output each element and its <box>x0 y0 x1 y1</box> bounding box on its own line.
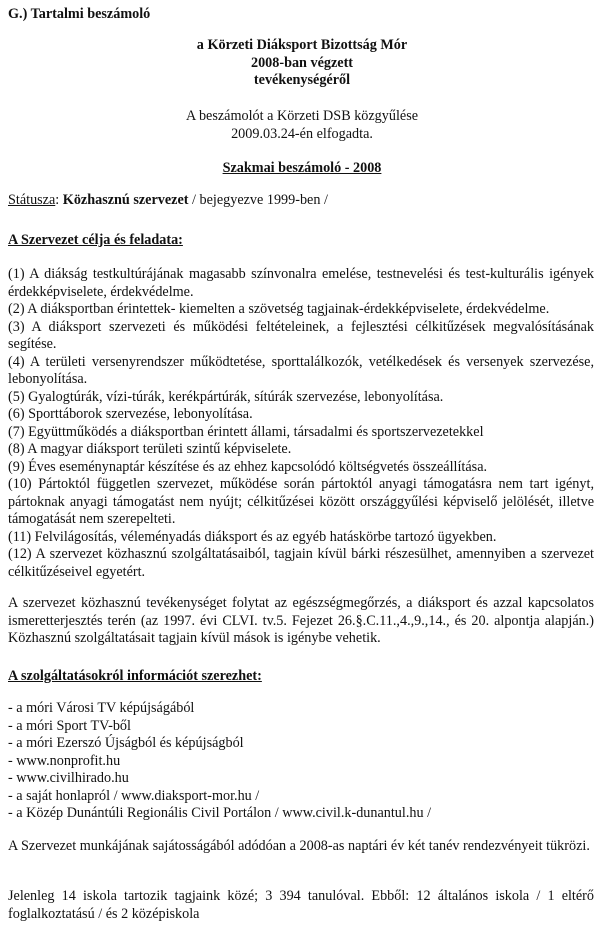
goal-item: (11) Felvilágosítás, véleményadás diáksport és az egyéb hatáskörbe tartozó ügyekben. <box>8 528 497 545</box>
goal-item: (6) Sporttáborok szervezése, lebonyolítása. <box>8 406 253 422</box>
info-source-item: - www.nonprofit.hu <box>8 752 121 769</box>
info-sources-list <box>8 700 594 823</box>
goal-item: (8) A magyar diáksport területi szintű képviselete. <box>8 441 292 457</box>
section-label: G.) Tartalmi beszámoló <box>8 6 151 22</box>
goal-item: (5) Gyalogtúrák, vízi-túrák, kerékpártúrák, sítúrák szervezése, lebonyolítása. <box>8 388 444 405</box>
report-heading: Szakmai beszámoló - 2008 <box>222 160 382 176</box>
school-year-paragraph: A Szervezet munkájának sajátosságából adódóan a 2008-as naptári év két tanév rendezvényeit tükrözi. <box>8 838 590 854</box>
goal-item: (12) A szervezet közhasznú szolgáltatásaiból, tagjain kívül bárki részesülhet, amennyiben a szervezet célkitűzéseivel egyetért. <box>8 546 594 580</box>
goal-item: (7) Együttműködés a diáksportban érintett állami, társadalmi és sportszervezetekkel <box>8 423 484 440</box>
info-source-item: - a móri Ezerszó Újságból és képújságból <box>8 735 244 751</box>
info-source-item: - www.civilhirado.hu <box>8 770 129 786</box>
goal-item: (9) Éves eseménynaptár készítése és az ehhez kapcsolódó költségvetés összeállítása. <box>8 458 488 475</box>
public-benefit-paragraph: A szervezet közhasznú tevékenységet folytat az egészségmegőrzés, a diáksport és azzal kapcsolatos ismeretterjesztés terén (az 1997. évi CLVI. tv.5. Fejezet 26.§.C.11.,4.,9.,14., és 20. alpontja alapján.) Közhasznú szolgáltatásait tagjain kívül mások is igénybe vehetik. <box>8 595 594 646</box>
status-label: Státusza <box>8 192 56 208</box>
goals-list <box>8 266 594 581</box>
approval-line: 2009.03.24-én elfogadta. <box>231 125 373 142</box>
goal-item: (4) A területi versenyrendszer működtetése, sporttalálkozók, vetélkedések és versenyek szervezése, lebonyolítása. <box>8 353 594 387</box>
approval-note <box>0 108 604 143</box>
membership-paragraph: Jelenleg 14 iskola tartozik tagjaink közé; 3 394 tanulóval. Ebből: 12 általános iskola / 1 eltérő foglalkoztatású / és 2 középiskola <box>8 888 594 922</box>
document-title <box>0 37 604 90</box>
title-line: tevékenységéről <box>253 72 351 88</box>
status-line <box>8 192 594 210</box>
info-source-item: - a móri Sport TV-ből <box>8 717 131 734</box>
goal-item: (1) A diákság testkultúrájának magasabb színvonalra emelése, testnevelési és test-kulturális igények érdekképviselete, érdekvédelme. <box>8 266 594 300</box>
title-line: a Körzeti Diáksport Bizottság Mór <box>196 37 408 53</box>
goal-item: (10) Pártoktól független szervezet, működése során pártoktól anyagi támogatásra nem tart igényt, pártoknak anyagi támogatást nem nyújt; célkitűzései között országgyűlési képviselő jelölését, illetve támogatását nem szerepelteti. <box>8 476 594 527</box>
status-rest: / bejegyezve 1999-ben / <box>188 192 328 208</box>
status-colon: : <box>55 192 60 208</box>
goals-heading: A Szervezet célja és feladata: <box>8 232 183 248</box>
info-source-item: - a saját honlapról / www.diaksport-mor.hu / <box>8 787 260 804</box>
goal-item: (3) A diáksport szervezeti és működési feltételeinek, a fejlesztési célkitűzések megvalósításának segítése. <box>8 318 594 352</box>
goal-item: (2) A diáksportban érintettek- kiemelten a szövetség tagjainak-érdekképviselete, érdekvédelme. <box>8 301 550 317</box>
info-source-item: - a móri Városi TV képújságából <box>8 700 195 716</box>
title-line: 2008-ban végzett <box>250 54 354 71</box>
info-heading: A szolgáltatásokról információt szerezhet: <box>8 668 262 684</box>
status-value: Közhasznú szervezet <box>62 192 189 208</box>
approval-line: A beszámolót a Körzeti DSB közgyűlése <box>185 108 419 124</box>
info-source-item: - a Közép Dunántúli Regionális Civil Portálon / www.civil.k-dunantul.hu / <box>8 805 432 821</box>
